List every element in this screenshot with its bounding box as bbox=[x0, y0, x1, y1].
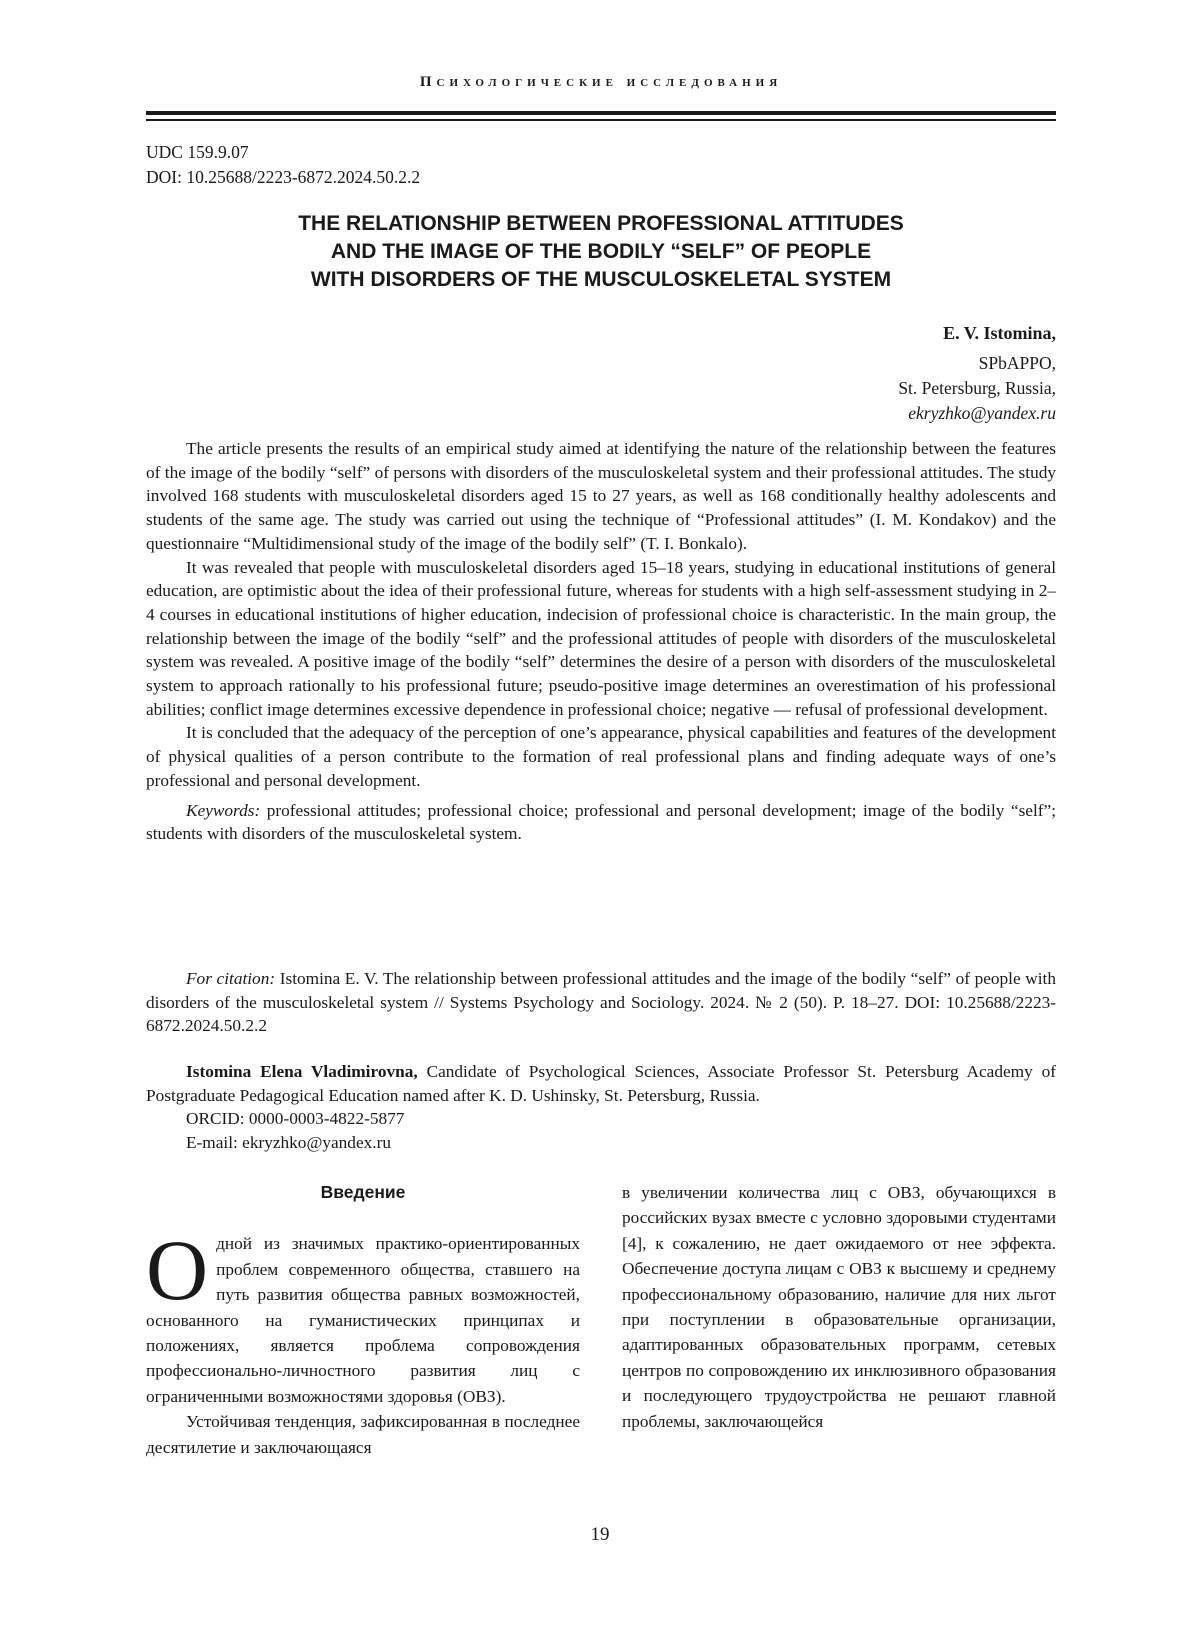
citation-text: Istomina E. V. The relationship between professional attitudes and the image of the bodily “self” of people with disorders of the musculoskeletal system // Systems Psychology and Sociology. 2024. № 2 (50). P. 18–27. DOI: 10.25688/2223-6872.2024.50.2.2 bbox=[146, 969, 1056, 1036]
header-rule-thick bbox=[146, 111, 1056, 115]
body-columns bbox=[146, 1180, 1056, 1540]
keywords-label: Keywords: bbox=[186, 800, 261, 820]
running-head: Психологические исследования bbox=[419, 74, 783, 90]
abstract-paragraph: It is concluded that the adequacy of the perception of one’s appearance, physical capabilities and features of the development of physical qualities of a person contribute to the formation of real professional plans and finding adequate ways of one’s professional and personal development. bbox=[146, 723, 1056, 790]
abstract-paragraph: It was revealed that people with musculoskeletal disorders aged 15–18 years, studying in educational institutions of general education, are optimistic about the idea of their professional future, whereas for students with a high self-assessment studying in 2–4 courses in educational institutions of higher education, indecision of professional choice is characteristic. In the main group, the relationship between the image of the bodily “self” and the professional attitudes of people with disorders of the musculoskeletal system was revealed. A positive image of the bodily “self” determines the desire of a person with disorders of the musculoskeletal system to approach rationally to his professional future; pseudo-positive image determines an overestimation of his professional abilities; conflict image determines excessive dependence in professional choice; negative — refusal of professional development. bbox=[146, 557, 1056, 719]
author-affiliation: SPbAPPO, bbox=[978, 353, 1056, 373]
author-info bbox=[146, 1060, 1056, 1155]
author-bio-text: Candidate of Psychological Sciences, Associate Professor St. Petersburg Academy of Postgraduate Pedagogical Education named after K. D. Ushinsky, St. Petersburg, Russia. bbox=[146, 1062, 1056, 1105]
page-number: 19 bbox=[590, 1524, 610, 1545]
body-paragraph bbox=[146, 1222, 580, 1409]
abstract-paragraph: The article presents the results of an empirical study aimed at identifying the nature of the relationship between the features of the image of the bodily “self” of persons with disorders of the musculoskeletal system and their professional attitudes. The study involved 168 students with musculoskeletal disorders aged 15 to 27 years, as well as 168 conditionally healthy adolescents and students of the same age. The study was carried out using the technique of “Professional attitudes” (I. M. Kondakov) and the questionnaire “Multidimensional study of the image of the bodily self” (T. I. Bonkalo). bbox=[146, 439, 1056, 553]
udc-code: UDC 159.9.07 bbox=[146, 142, 249, 162]
body-paragraph: Устойчивая тенденция, зафиксированная в последнее десятилетие и заключающаяся bbox=[146, 1412, 580, 1457]
body-paragraph-text: дной из значимых практико-ориентированных проблем современного общества, ставшего на путь развития общества равных возможностей, основанного на гуманистических принципах и положениях, является проблема сопровождения профессионально-личностного развития лиц с ограниченными возможностями здоровья (ОВЗ). bbox=[146, 1234, 580, 1406]
author-block bbox=[898, 321, 1056, 426]
title-line: THE RELATIONSHIP BETWEEN PROFESSIONAL ATTITUDES bbox=[298, 212, 904, 235]
author-full-name: Istomina Elena Vladimirovna, bbox=[186, 1062, 418, 1081]
author-email: ekryzhko@yandex.ru bbox=[908, 403, 1056, 423]
author-bio bbox=[146, 1060, 1056, 1107]
title-line: WITH DISORDERS OF THE MUSCULOSKELETAL SYSTEM bbox=[310, 268, 892, 291]
citation-label: For citation: bbox=[186, 969, 276, 988]
author-name: E. V. Istomina, bbox=[943, 323, 1056, 343]
title-line: AND THE IMAGE OF THE BODILY “SELF” OF PEOPLE bbox=[330, 240, 872, 263]
drop-cap: О bbox=[146, 1222, 209, 1319]
article-title bbox=[146, 210, 1056, 294]
citation bbox=[146, 967, 1056, 1038]
keywords bbox=[146, 799, 1056, 846]
author-contact-email: E-mail: ekryzhko@yandex.ru bbox=[186, 1133, 391, 1153]
left-column bbox=[146, 1180, 580, 1460]
keywords-text: professional attitudes; professional choice; professional and personal development; image of the bodily “self”; students with disorders of the musculoskeletal system. bbox=[146, 800, 1056, 844]
doi-line: DOI: 10.25688/2223-6872.2024.50.2.2 bbox=[146, 167, 421, 187]
right-column bbox=[622, 1180, 1056, 1434]
header-rule-thin bbox=[146, 119, 1056, 121]
author-orcid: ORCID: 0000-0003-4822-5877 bbox=[186, 1109, 405, 1129]
author-location: St. Petersburg, Russia, bbox=[898, 378, 1056, 398]
section-heading: Введение bbox=[320, 1182, 406, 1202]
body-paragraph: в увеличении количества лиц с ОВЗ, обучающихся в российских вузах вместе с условно здоровыми студентами [4], к сожалению, не дает ожидаемого от нее эффекта. Обеспечение доступа лицам с ОВЗ к высшему и среднему профессиональному образованию, наличие для них льгот при поступлении в образовательные организации, адаптированных образовательных программ, сетевых центров по сопровождению их инклюзивного образования и последующего трудоустройства не решают главной проблемы, заключающейся bbox=[622, 1183, 1056, 1431]
abstract bbox=[146, 437, 1056, 846]
